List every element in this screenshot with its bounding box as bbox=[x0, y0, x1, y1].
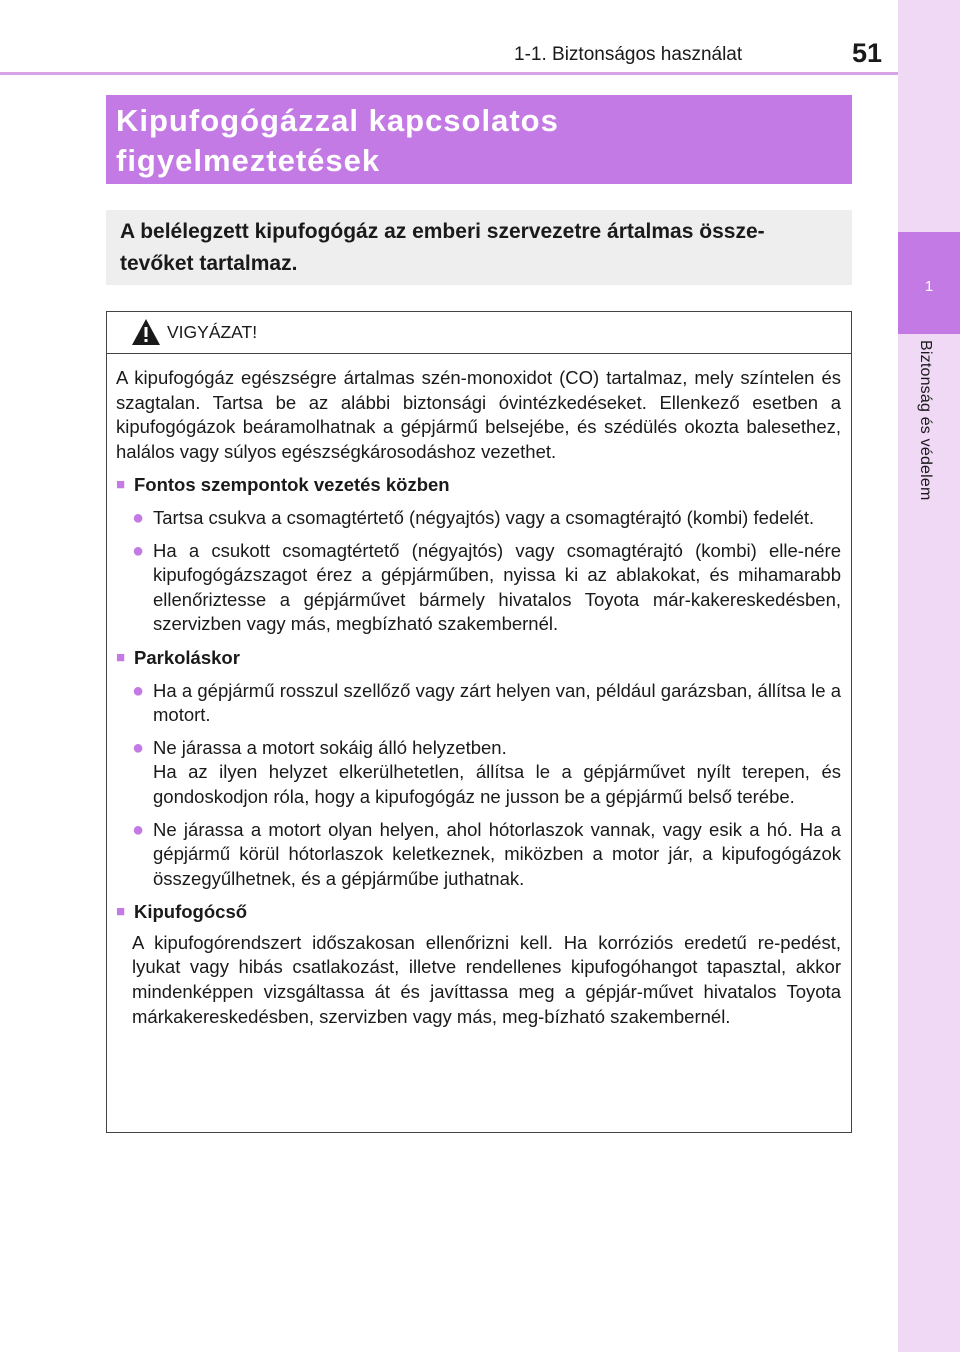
list-item-line: Ne járassa a motort sokáig álló helyzetben. bbox=[153, 736, 507, 758]
list-item bbox=[116, 679, 841, 728]
intro-box bbox=[106, 210, 852, 285]
warning-triangle-icon bbox=[131, 318, 161, 346]
title-line-2: figyelmeztetések bbox=[116, 143, 381, 178]
circle-bullet-icon: ● bbox=[132, 539, 145, 562]
square-bullet-icon: ■ bbox=[116, 648, 126, 666]
list-item-text: Ha a csukott csomagtértető (négyajtós) vagy csomagtérajtó (kombi) elle-nére kipufogógázszagot érez a gépjárműben, nyissa ki az ablakokat, és mihamarabb ellenőriztesse a gépjárművet bármely hivatalos Toyota már-kakereskedésben, szervizben vagy más, megbízható szakembernél. bbox=[153, 539, 841, 635]
section-heading-text: Kipufogócső bbox=[134, 901, 248, 923]
intro-line-2: tevőket tartalmaz. bbox=[120, 252, 298, 275]
side-strip bbox=[898, 0, 960, 1352]
circle-bullet-icon: ● bbox=[132, 506, 145, 529]
list-item bbox=[116, 818, 841, 892]
list-item-extra: Ha az ilyen helyzet elkerülhetetlen, állítsa le a gépjárművet nyílt terepen, és gondoskodjon róla, hogy a kipufogógáz ne jusson be a gépjármű belső terébe. bbox=[153, 761, 841, 807]
section-title: 1-1. Biztonságos használat bbox=[514, 44, 743, 65]
header-rule bbox=[0, 72, 898, 75]
chapter-number: 1 bbox=[924, 278, 934, 295]
warning-label: VIGYÁZAT! bbox=[167, 322, 258, 342]
list-item-text: Ha a gépjármű rosszul szellőző vagy zárt helyen van, például garázsban, állítsa le a motort. bbox=[153, 679, 841, 726]
list-item-text: Ne járassa a motort olyan helyen, ahol hótorlaszok vannak, vagy esik a hó. Ha a gépjármű körül hótorlaszok keletkeznek, miközben a motor jár, a kipufogógázok összegyűlhetnek, és a gépjárműbe juthatnak. bbox=[153, 818, 841, 889]
circle-bullet-icon: ● bbox=[132, 736, 145, 759]
warning-body bbox=[107, 354, 851, 1029]
square-bullet-icon: ■ bbox=[116, 903, 126, 921]
section-heading-text: Fontos szempontok vezetés közben bbox=[134, 474, 450, 496]
title-box bbox=[106, 95, 852, 184]
circle-bullet-icon: ● bbox=[132, 818, 145, 841]
list-item bbox=[116, 736, 841, 810]
intro-line-1: A belélegzett kipufogógáz az emberi szervezetre ártalmas össze- bbox=[120, 220, 765, 243]
circle-bullet-icon: ● bbox=[132, 679, 145, 702]
warning-intro: A kipufogógáz egészségre ártalmas szén-monoxidot (CO) tartalmaz, mely színtelen és szagtalan. Tartsa be az alábbi biztonsági óvintézkedéseket. Ellenkező esetben a kipufogógázok beáramolhatnak a gépjármű belsejébe, és szédülés okozta balesethez, halálos vagy súlyos egészségkárosodáshoz vezethet. bbox=[116, 367, 841, 462]
section-heading bbox=[116, 473, 841, 498]
section-heading-text: Parkoláskor bbox=[134, 646, 240, 668]
square-bullet-icon: ■ bbox=[116, 476, 126, 494]
title-line-1: Kipufogógázzal kapcsolatos bbox=[116, 103, 559, 138]
list-item bbox=[116, 506, 841, 531]
chapter-label: Biztonság és védelem bbox=[917, 340, 934, 501]
list-item-text bbox=[153, 736, 841, 810]
list-item-text: Tartsa csukva a csomagtértető (négyajtós) vagy a csomagtérajtó (kombi) fedelét. bbox=[153, 506, 815, 528]
warning-box bbox=[106, 311, 852, 1133]
section-heading bbox=[116, 646, 841, 671]
page-number: 51 bbox=[852, 38, 883, 68]
section-heading bbox=[116, 900, 841, 925]
section-paragraph: A kipufogórendszert időszakosan ellenőrizni kell. Ha korróziós eredetű re-pedést, lyukat vagy hibás csatlakozást, illetve rendellenes kipufogóhangot tapasztal, akkor mindenképpen vizsgáltassa át és javíttassa meg a gépjár-művet hivatalos Toyota márkakereskedésben, szervizben vagy más, meg-bízható szakembernél. bbox=[132, 931, 841, 1027]
warning-header bbox=[107, 312, 851, 354]
list-item bbox=[116, 539, 841, 637]
